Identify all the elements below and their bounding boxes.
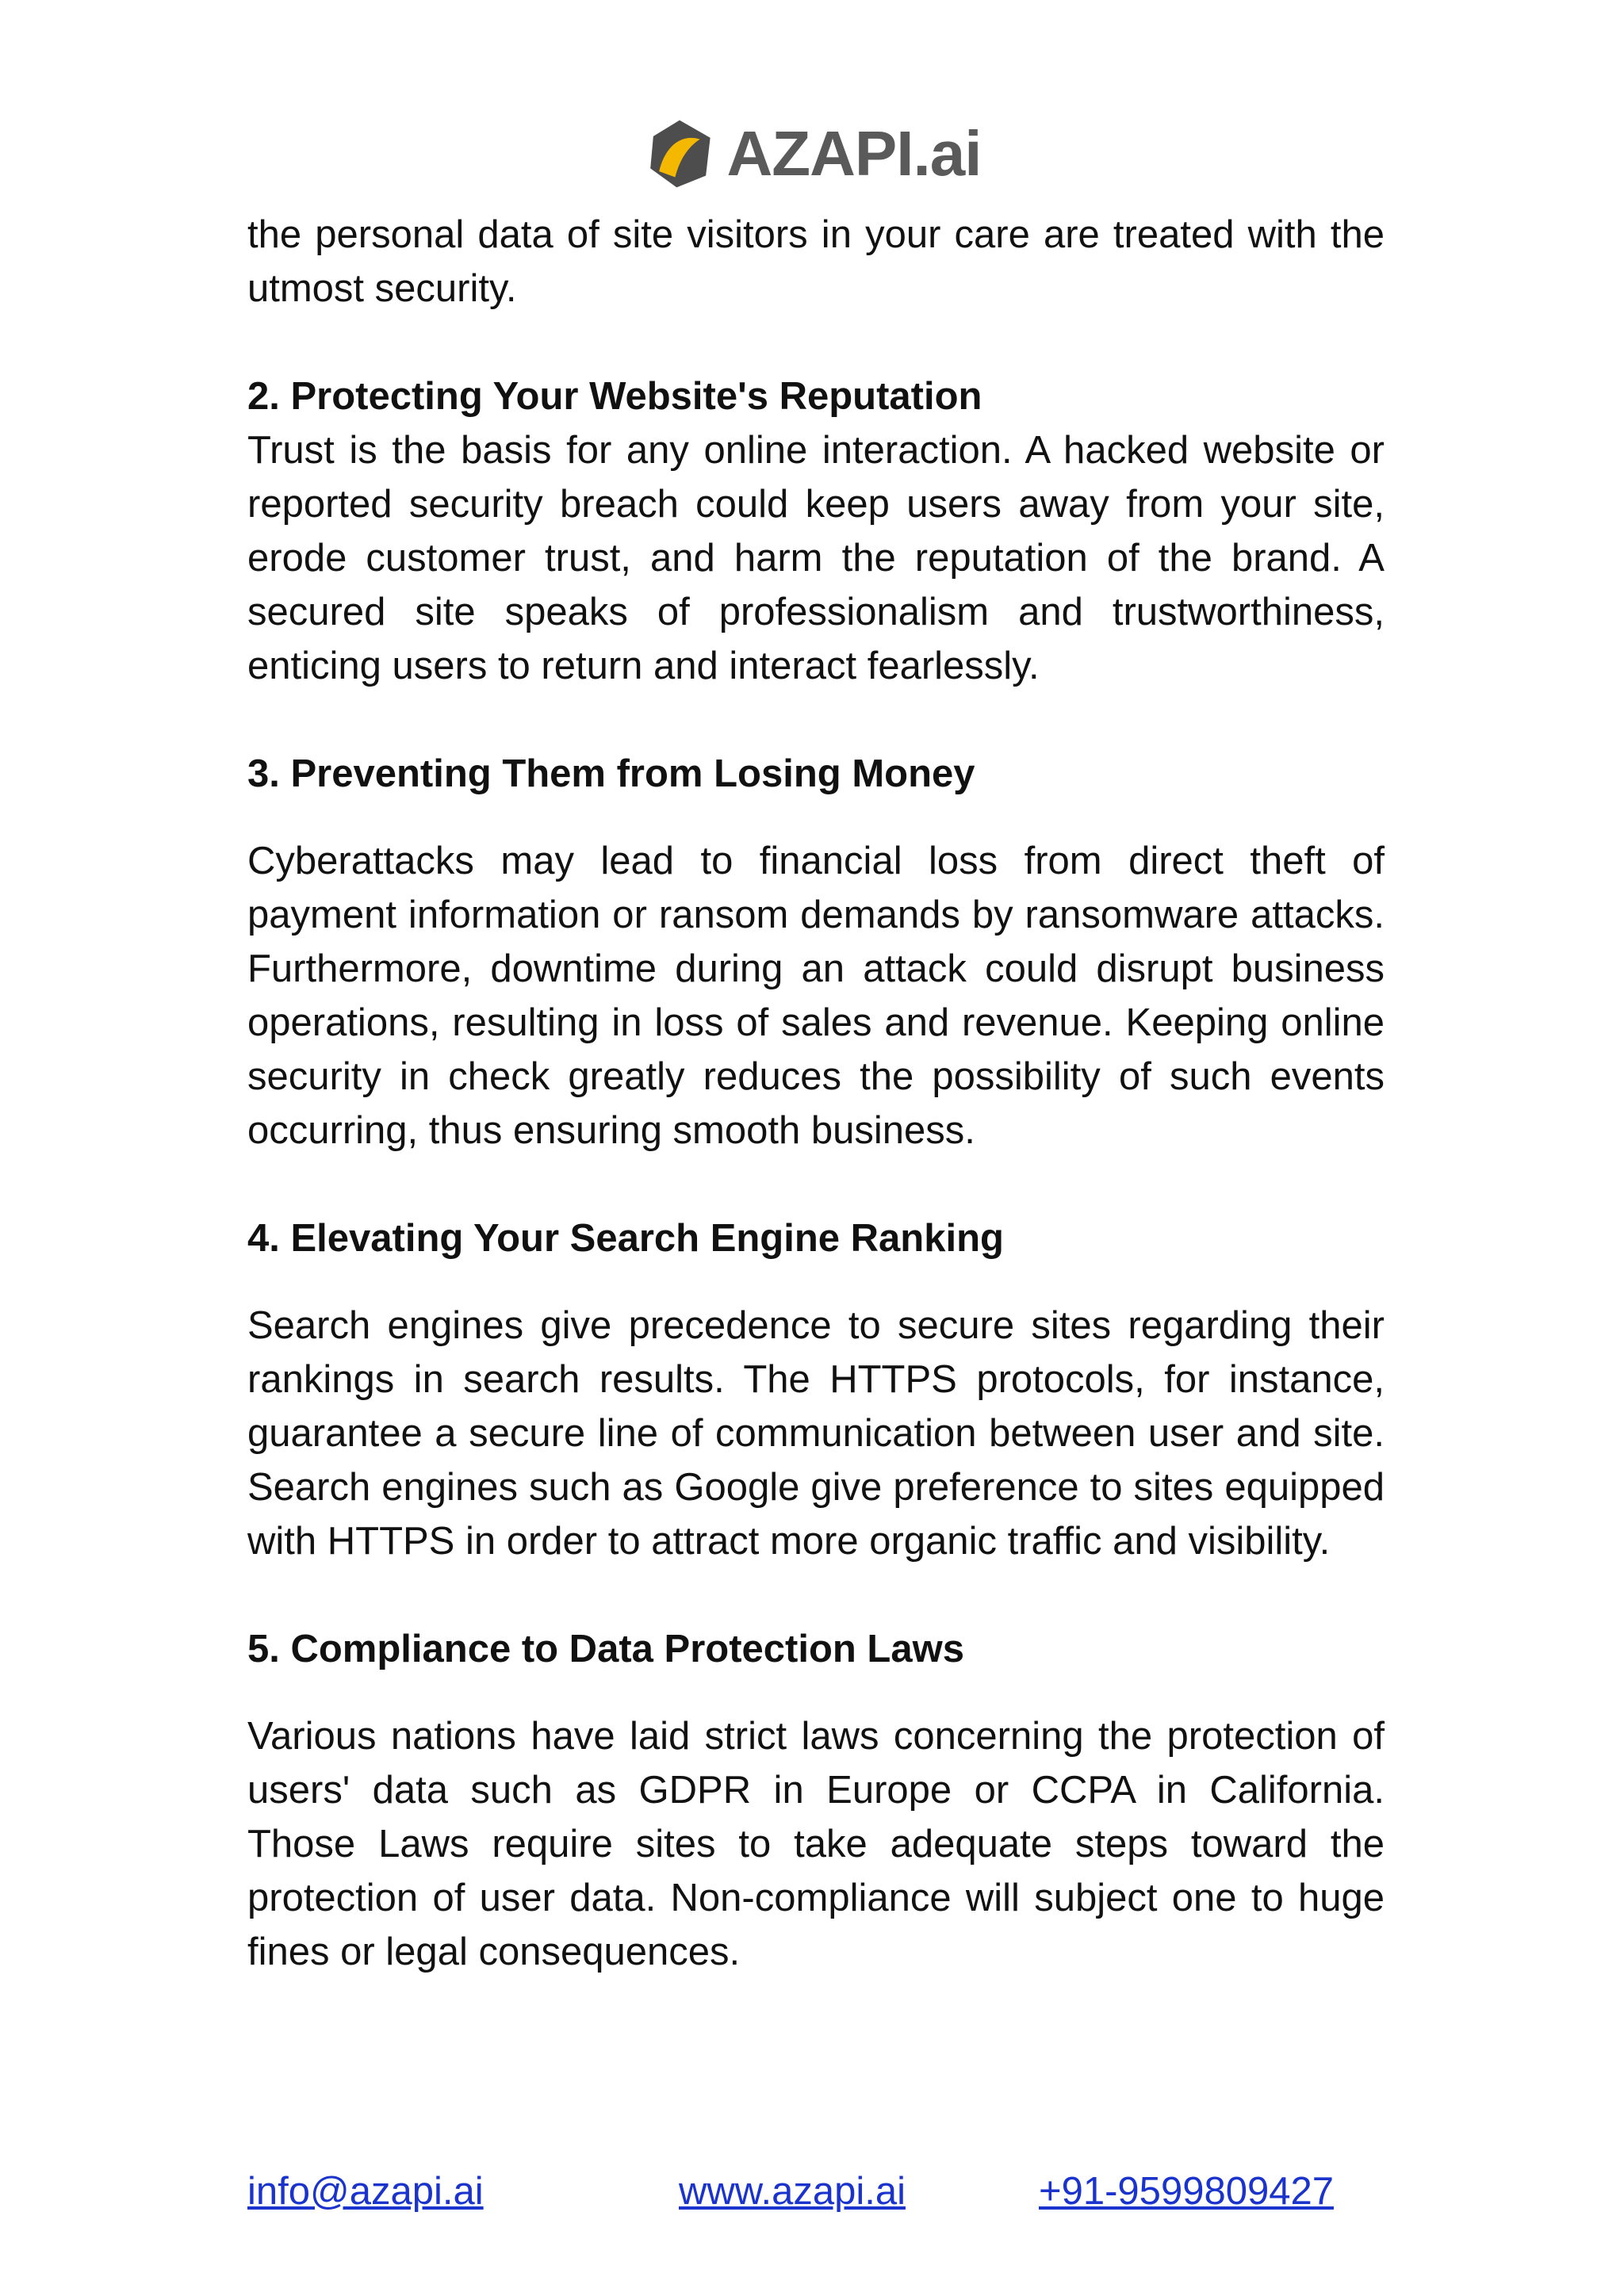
spacer — [247, 1158, 1385, 1211]
spacer — [247, 1265, 1385, 1299]
section-heading-compliance: 5. Compliance to Data Protection Laws — [247, 1628, 964, 1670]
page-footer — [0, 2164, 1624, 2220]
intro-paragraph: the personal data of site visitors in your care are treated with the utmost security. — [247, 213, 1385, 310]
page-header — [0, 117, 1624, 190]
section-body-money: Cyberattacks may lead to financial loss from direct theft of payment information or ransom demands by ransomware attacks. Furthermore, downtime during an attack could disrupt business operations, resulting in loss of sales and revenue. Keeping online security in check greatly reduces the possibility of such events occurring, thus ensuring smooth business. — [247, 840, 1385, 1152]
section-heading-seo: 4. Elevating Your Search Engine Ranking — [247, 1217, 1004, 1260]
azapi-logo[interactable] — [643, 117, 982, 190]
section-heading-money: 3. Preventing Them from Losing Money — [247, 752, 975, 795]
spacer — [247, 316, 1385, 369]
section-body-seo: Search engines give precedence to secure sites regarding their rankings in search results. The HTTPS protocols, for instance, guarantee a secure line of communication between user and site. Search engines such as Google give preference to sites equipped with HTTPS in order to attract more organic traffic and visibility. — [247, 1304, 1385, 1563]
document-body — [247, 208, 1385, 1979]
section-body-reputation: Trust is the basis for any online interaction. A hacked website or reported security breach could keep users away from your site, erode customer trust, and harm the reputation of the brand. A secured site speaks of professionalism and trustworthiness, enticing users to return and interact fearlessly. — [247, 429, 1385, 687]
spacer — [247, 1568, 1385, 1622]
spacer — [247, 1676, 1385, 1709]
footer-email-link[interactable]: info@azapi.ai — [247, 2170, 484, 2213]
footer-phone-link[interactable]: +91-9599809427 — [1039, 2170, 1334, 2213]
section-body-compliance: Various nations have laid strict laws concerning the protection of users' data such as GDPR in Europe or CCPA in California. Those Laws require sites to take adequate steps toward the protection of user data. Non-compliance will subject one to huge fines or legal consequences. — [247, 1715, 1385, 1973]
logo-wordmark: AZAPI.ai — [726, 118, 982, 189]
section-heading-reputation: 2. Protecting Your Website's Reputation — [247, 375, 982, 418]
azapi-logo-icon — [643, 117, 716, 190]
spacer — [247, 693, 1385, 747]
spacer — [247, 801, 1385, 834]
footer-website-link[interactable]: www.azapi.ai — [679, 2170, 906, 2213]
